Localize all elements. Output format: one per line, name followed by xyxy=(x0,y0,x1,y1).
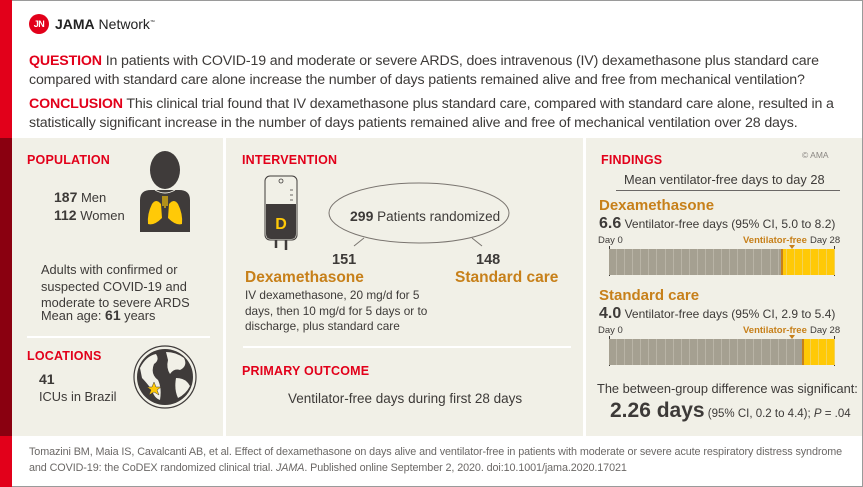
accent-bar-bottom xyxy=(0,436,12,487)
population-heading: POPULATION xyxy=(27,153,111,167)
population-panel xyxy=(12,138,223,436)
mean-age-line: Mean age: 61 years xyxy=(41,307,156,323)
day-segment xyxy=(633,339,641,365)
day-segment xyxy=(754,339,762,365)
day-segment xyxy=(706,339,714,365)
day-segment xyxy=(730,249,738,275)
icu-label: ICUs in Brazil xyxy=(39,389,117,404)
std-axis-end: Day 28 xyxy=(810,325,841,336)
arm1-description: IV dexamethasone, 20 mg/d for 5 days, then 10 mg/d for 5 days or to discharge, plus standard care xyxy=(245,288,428,333)
day-segment xyxy=(609,339,617,365)
population-description: Adults with confirmed or suspected COVID-19 and moderate to severe ARDS xyxy=(41,262,190,310)
day-segment xyxy=(722,249,730,275)
locations-heading: LOCATIONS xyxy=(27,349,102,363)
day-segment xyxy=(746,249,754,275)
intervention-panel xyxy=(226,138,583,436)
day-segment xyxy=(803,339,811,365)
day-segment xyxy=(617,249,625,275)
day-segment xyxy=(682,249,690,275)
globe-star-icon xyxy=(132,344,198,410)
std-findings-value-line: 4.0 Ventilator-free days (95% CI, 2.9 to 5.4) xyxy=(599,305,836,322)
difference-text: The between-group difference was significant: xyxy=(597,381,858,396)
std-vf-label: Ventilator-free xyxy=(743,325,807,336)
dexa-findings-name: Dexamethasone xyxy=(599,197,715,214)
day-segment xyxy=(682,339,690,365)
vf-boundary-marker xyxy=(781,249,783,275)
brand-name: JAMA Network™ xyxy=(55,16,155,32)
day-segment xyxy=(625,249,633,275)
vf-boundary-marker xyxy=(802,339,804,365)
day-segment xyxy=(779,339,787,365)
day-segment xyxy=(811,339,819,365)
day-segment xyxy=(698,249,706,275)
dexa-vf-bar xyxy=(609,249,835,275)
day-segment xyxy=(674,339,682,365)
arm1-count: 151 xyxy=(332,252,357,268)
day-segment xyxy=(674,249,682,275)
men-count-line: 187 Men xyxy=(54,189,107,205)
question-text: In patients with COVID-19 and moderate or severe ARDS, does intravenous (IV) dexamethasone plus standard care compared with standard care alone increase the number of days patients remained alive and free from mechanical ventilation? xyxy=(29,53,819,88)
person-lungs-icon xyxy=(136,150,194,232)
day-segment xyxy=(827,339,835,365)
day-segment xyxy=(633,249,641,275)
women-count-line: 112 Women xyxy=(54,207,125,223)
day-segment xyxy=(641,339,649,365)
day-segment xyxy=(771,339,779,365)
day-segment xyxy=(666,249,674,275)
panels-container xyxy=(12,138,862,436)
subtitle-underline xyxy=(616,190,840,191)
dexa-axis-end: Day 28 xyxy=(810,235,841,246)
question-label: QUESTION xyxy=(29,53,102,69)
findings-subtitle: Mean ventilator-free days to day 28 xyxy=(624,172,825,187)
iv-bag-icon xyxy=(262,174,300,252)
intervention-divider xyxy=(243,346,571,348)
day-segment xyxy=(754,249,762,275)
day-segment xyxy=(722,339,730,365)
day-segment xyxy=(649,339,657,365)
day-segment xyxy=(649,249,657,275)
day-segment xyxy=(617,339,625,365)
day-segment xyxy=(730,339,738,365)
arm2-name: Standard care xyxy=(455,269,559,286)
conclusion-label: CONCLUSION xyxy=(29,96,123,112)
svg-text:D: D xyxy=(275,216,287,233)
accent-bar-middle xyxy=(0,138,12,436)
day-segment xyxy=(787,339,795,365)
day-segment xyxy=(625,339,633,365)
findings-heading: FINDINGS xyxy=(601,153,663,167)
jama-network-logo xyxy=(29,14,155,34)
day-segment xyxy=(690,339,698,365)
icu-count: 41 xyxy=(39,371,55,387)
day-segment xyxy=(690,249,698,275)
day-segment xyxy=(641,249,649,275)
dexa-vf-label: Ventilator-free xyxy=(743,235,807,246)
primary-outcome-heading: PRIMARY OUTCOME xyxy=(242,364,370,378)
dexa-findings-value-line: 6.6 Ventilator-free days (95% CI, 5.0 to 8.2) xyxy=(599,215,836,232)
day-segment xyxy=(762,249,770,275)
day-segment xyxy=(738,249,746,275)
accent-bar-top xyxy=(0,0,12,138)
std-vf-bar xyxy=(609,339,835,365)
day-segment xyxy=(762,339,770,365)
difference-line: 2.26 days (95% CI, 0.2 to 4.4); P = .04 xyxy=(610,399,851,422)
day-segment xyxy=(609,249,617,275)
arm2-count: 148 xyxy=(476,252,501,268)
day-segment xyxy=(827,249,835,275)
day-segment xyxy=(714,249,722,275)
day-segment xyxy=(698,339,706,365)
std-findings-name: Standard care xyxy=(599,287,700,304)
day-segment xyxy=(738,339,746,365)
day-segment xyxy=(787,249,795,275)
day-segment xyxy=(706,249,714,275)
day-segment xyxy=(657,339,665,365)
dexa-axis-start: Day 0 xyxy=(598,235,623,246)
day-segment xyxy=(795,249,803,275)
citation: Tomazini BM, Maia IS, Cavalcanti AB, et al. Effect of dexamethasone on days alive and ventilator-free in patients with moderate or severe acute respiratory distress syndrome and COVID-19: the CoDEX randomized clinical trial. JAMA. Published online September 2, 2020. doi:10.1001/jama.2020.17021 xyxy=(29,446,843,474)
day-segment xyxy=(714,339,722,365)
randomized-line: 299 Patients randomized xyxy=(350,208,501,224)
day-segment xyxy=(746,339,754,365)
findings-panel xyxy=(586,138,862,436)
population-divider xyxy=(27,336,210,338)
copyright-label: © AMA xyxy=(802,150,829,160)
partial-segment xyxy=(779,249,781,275)
intervention-heading: INTERVENTION xyxy=(242,153,338,167)
day-segment xyxy=(811,249,819,275)
conclusion-block xyxy=(29,95,849,133)
day-segment xyxy=(657,249,665,275)
conclusion-text: This clinical trial found that IV dexamethasone plus standard care, compared with standard care alone, resulted in a statistically significant increase in the number of days patients remained alive and free of mechanical ventilation over 28 days. xyxy=(29,96,834,131)
day-segment xyxy=(666,339,674,365)
day-segment xyxy=(819,339,827,365)
day-segment xyxy=(819,249,827,275)
arm1-name: Dexamethasone xyxy=(245,269,364,286)
primary-outcome-text: Ventilator-free days during first 28 days xyxy=(288,391,523,406)
jn-logo-icon: JN xyxy=(29,14,49,34)
std-axis-start: Day 0 xyxy=(598,325,623,336)
day-segment xyxy=(803,249,811,275)
question-block xyxy=(29,52,849,90)
day-segment xyxy=(771,249,779,275)
